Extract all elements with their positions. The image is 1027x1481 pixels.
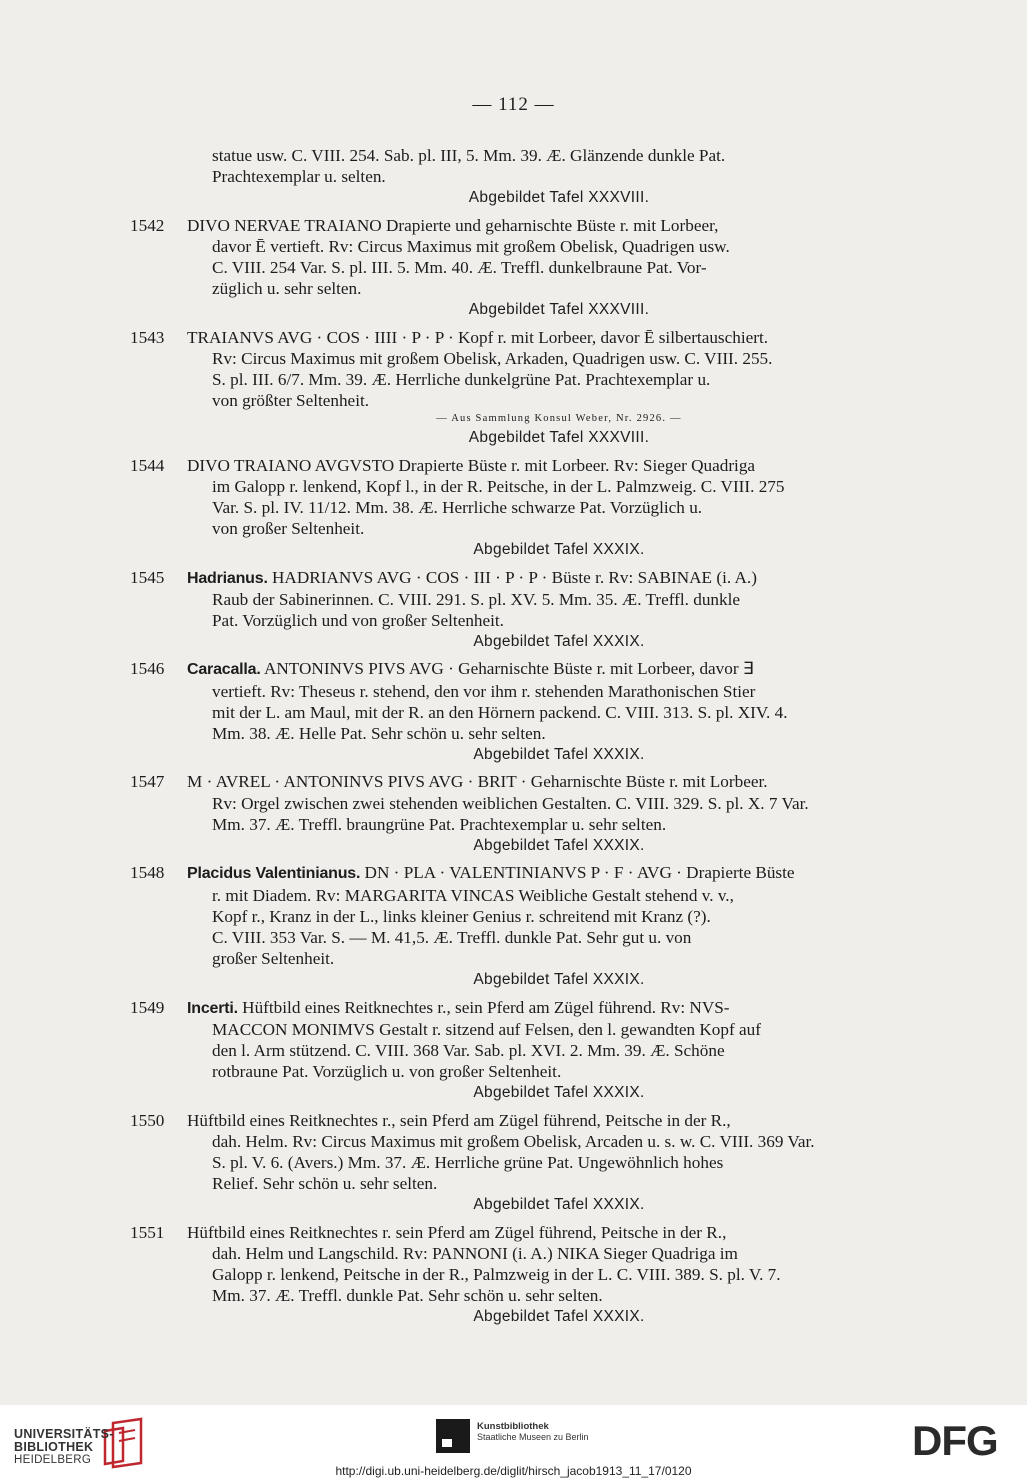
entry-number: 1549 [130, 997, 165, 1017]
entry-line [130, 793, 988, 814]
ub-line-2: BIBLIOTHEK [14, 1440, 94, 1454]
entry-line [130, 348, 988, 369]
entry-line [130, 1173, 988, 1194]
line-text: Galopp r. lenkend, Peitsche in der R., Palmzweig in der L. C. VIII. 389. S. pl. V. 7. [212, 1264, 781, 1284]
line-text: im Galopp r. lenkend, Kopf l., in der R. Peitsche, in der L. Palmzweig. C. VIII. 275 [212, 476, 785, 496]
line-text: HADRIANVS AVG · COS · III · P · P · Büste r. Rv: SABINAE (i. A.) [272, 567, 757, 587]
catalog-entry [130, 1110, 988, 1216]
entry-line [130, 166, 988, 187]
line-text: Rv: Circus Maximus mit großem Obelisk, Arkaden, Quadrigen usw. C. VIII. 255. [212, 348, 773, 368]
provenance-note: — Aus Sammlung Konsul Weber, Nr. 2926. — [436, 413, 682, 425]
entry-number: 1542 [130, 215, 165, 235]
entry-line [130, 723, 988, 744]
line-text: mit der L. am Maul, mit der R. an den Hörnern packend. C. VIII. 313. S. pl. XIV. 4. [212, 702, 788, 722]
entry-number: 1550 [130, 1110, 165, 1130]
plate-reference: Abgebildet Tafel XXXIX. [473, 746, 645, 764]
catalog-entry [130, 215, 988, 321]
catalog-entry [130, 997, 988, 1104]
line-text: Prachtexemplar u. selten. [212, 167, 386, 187]
entry-line [130, 476, 988, 497]
line-text: großer Seltenheit. [212, 949, 335, 969]
line-text: MACCON MONIMVS Gestalt r. sitzend auf Felsen, den l. gewandten Kopf auf [212, 1019, 761, 1039]
ruler-name: Hadrianus. [187, 569, 268, 587]
plate-reference: Abgebildet Tafel XXXIX. [473, 1084, 645, 1102]
plate-reference: Abgebildet Tafel XXXIX. [473, 1308, 645, 1326]
ruler-name: Incerti. [187, 999, 238, 1017]
entry-line [130, 1110, 988, 1131]
entry-line [130, 681, 988, 702]
entry-line [130, 236, 988, 257]
catalog-entry [130, 771, 988, 856]
entry-line [130, 862, 988, 884]
entry-line [130, 497, 988, 518]
entry-number: 1545 [130, 567, 165, 587]
line-text: rotbraune Pat. Vorzüglich u. von großer Seltenheit. [212, 1062, 562, 1082]
kb-title: Kunstbibliothek [477, 1421, 549, 1432]
university-library-name[interactable] [14, 1428, 114, 1467]
entry-line [130, 1222, 988, 1243]
line-text: dah. Helm. Rv: Circus Maximus mit großem Obelisk, Arcaden u. s. w. C. VIII. 369 Var. [212, 1131, 815, 1151]
line-text: S. pl. V. 6. (Avers.) Mm. 37. Æ. Herrliche grüne Pat. Ungewöhnlich hohes [212, 1152, 724, 1172]
entry-line [130, 257, 988, 278]
catalog-entry [130, 327, 988, 449]
line-text: Hüftbild eines Reitknechtes r. sein Pferd am Zügel führend, Peitsche in der R., [187, 1222, 727, 1242]
entry-line [130, 997, 988, 1019]
line-text: Mm. 37. Æ. Treffl. braungrüne Pat. Prachtexemplar u. sehr selten. [212, 814, 667, 834]
dfg-logo[interactable]: DFG [912, 1417, 998, 1464]
entry-line [130, 1131, 988, 1152]
line-text: M · AVREL · ANTONINVS PIVS AVG · BRIT · Geharnischte Büste r. mit Lorbeer. [187, 772, 768, 792]
ub-line-1: UNIVERSITÄTS- [14, 1427, 114, 1441]
line-text: Pat. Vorzüglich und von großer Seltenheit. [212, 611, 504, 631]
entry-line [130, 1061, 988, 1082]
kb-subtitle: Staatliche Museen zu Berlin [477, 1432, 589, 1442]
line-text: DIVO NERVAE TRAIANO Drapierte und geharnischte Büste r. mit Lorbeer, [187, 215, 719, 235]
entry-line [130, 927, 988, 948]
entry-line [130, 1285, 988, 1306]
line-text: Mm. 38. Æ. Helle Pat. Sehr schön u. sehr selten. [212, 724, 546, 744]
catalog-entry [130, 567, 988, 653]
entry-number: 1547 [130, 772, 165, 792]
entry-line [130, 215, 988, 236]
entry-number: 1546 [130, 659, 165, 679]
line-text: Raub der Sabinerinnen. C. VIII. 291. S. pl. XV. 5. Mm. 35. Æ. Treffl. dunkle [212, 589, 741, 609]
ub-line-3: HEIDELBERG [14, 1454, 92, 1466]
line-text: Var. S. pl. IV. 11/12. Mm. 38. Æ. Herrliche schwarze Pat. Vorzüglich u. [212, 498, 703, 518]
plate-reference: Abgebildet Tafel XXXIX. [473, 633, 645, 651]
entry-number: 1543 [130, 327, 165, 347]
entry-line [130, 589, 988, 610]
entry-line [130, 658, 988, 680]
entry-line [130, 702, 988, 723]
entry-line [130, 906, 988, 927]
entry-line [130, 1264, 988, 1285]
line-text: züglich u. sehr selten. [212, 279, 362, 299]
entry-line [130, 948, 988, 969]
line-text: Hüftbild eines Reitknechtes r., sein Pferd am Zügel führend. Rv: NVS- [242, 997, 730, 1017]
line-text: Rv: Orgel zwischen zwei stehenden weiblichen Gestalten. C. VIII. 329. S. pl. X. 7 Var. [212, 793, 809, 813]
entry-line [130, 518, 988, 539]
entry-line [130, 814, 988, 835]
permalink-url[interactable]: http://digi.ub.uni-heidelberg.de/diglit/hirsch_jacob1913_11_17/0120 [335, 1464, 692, 1478]
line-text: von größter Seltenheit. [212, 391, 370, 411]
entry-line [130, 1243, 988, 1264]
plate-reference: Abgebildet Tafel XXXIX. [473, 837, 645, 855]
plate-reference: Abgebildet Tafel XXXIX. [473, 1196, 645, 1214]
line-text: TRAIANVS AVG · COS · IIII · P · P · Kopf r. mit Lorbeer, davor Ē silbertauschiert. [187, 327, 769, 347]
entry-number: 1548 [130, 863, 165, 883]
entry-line [130, 369, 988, 390]
plate-reference: Abgebildet Tafel XXXVIII. [468, 189, 650, 207]
catalog-entry [130, 862, 988, 990]
line-text: Mm. 37. Æ. Treffl. dunkle Pat. Sehr schön u. sehr selten. [212, 1286, 603, 1306]
plate-reference: Abgebildet Tafel XXXVIII. [468, 429, 650, 447]
line-text: den l. Arm stützend. C. VIII. 368 Var. Sab. pl. XVI. 2. Mm. 39. Æ. Schöne [212, 1040, 725, 1060]
line-text: C. VIII. 254 Var. S. pl. III. 5. Mm. 40. Æ. Treffl. dunkelbraune Pat. Vor- [212, 258, 707, 278]
line-text: ANTONINVS PIVS AVG · Geharnischte Büste r. mit Lorbeer, davor ∃ [263, 659, 754, 679]
line-text: von großer Seltenheit. [212, 519, 365, 539]
entry-line [130, 1152, 988, 1173]
page-number: — 112 — [472, 94, 555, 115]
catalog-entry [130, 658, 988, 765]
entry-line [130, 1040, 988, 1061]
entry-line [130, 278, 988, 299]
line-text: davor Ē vertieft. Rv: Circus Maximus mit großem Obelisk, Quadrigen usw. [212, 236, 730, 256]
line-text: DN · PLA · VALENTINIANVS P · F · AVG · Drapierte Büste [364, 863, 795, 883]
catalog-entry [130, 145, 988, 209]
line-text: dah. Helm und Langschild. Rv: PANNONI (i. A.) NIKA Sieger Quadriga im [212, 1243, 738, 1263]
catalog-text [130, 145, 988, 1334]
line-text: S. pl. III. 6/7. Mm. 39. Æ. Herrliche dunkelgrüne Pat. Prachtexemplar u. [212, 370, 711, 390]
footer-bar [0, 1405, 1027, 1481]
ruler-name: Placidus Valentinianus. [187, 865, 361, 883]
ruler-name: Caracalla. [187, 661, 261, 679]
entry-line [130, 390, 988, 411]
line-text: DIVO TRAIANO AVGVSTO Drapierte Büste r. mit Lorbeer. Rv: Sieger Quadriga [187, 455, 756, 475]
entry-line [130, 1019, 988, 1040]
line-text: Hüftbild eines Reitknechtes r., sein Pferd am Zügel führend, Peitsche in der R., [187, 1110, 731, 1130]
line-text: statue usw. C. VIII. 254. Sab. pl. III, 5. Mm. 39. Æ. Glänzende dunkle Pat. [212, 146, 726, 165]
entry-line [130, 885, 988, 906]
line-text: C. VIII. 353 Var. S. — M. 41,5. Æ. Treffl. dunkle Pat. Sehr gut u. von [212, 927, 692, 947]
kunstbibliothek-logo-icon[interactable] [436, 1419, 470, 1453]
entry-number: 1544 [130, 455, 165, 475]
line-text: Kopf r., Kranz in der L., links kleiner Genius r. schreitend mit Kranz (?). [212, 906, 711, 926]
line-text: r. mit Diadem. Rv: MARGARITA VINCAS Weibliche Gestalt stehend v. v., [212, 885, 734, 905]
line-text: Relief. Sehr schön u. sehr selten. [212, 1174, 438, 1194]
kunstbibliothek-name[interactable] [477, 1421, 589, 1443]
entry-line [130, 567, 988, 589]
entry-line [130, 455, 988, 476]
catalog-entry [130, 1222, 988, 1328]
plate-reference: Abgebildet Tafel XXXIX. [473, 541, 645, 559]
entry-line [130, 771, 988, 792]
entry-number: 1551 [130, 1222, 165, 1242]
plate-reference: Abgebildet Tafel XXXVIII. [468, 301, 650, 319]
catalog-entry [130, 455, 988, 561]
line-text: vertieft. Rv: Theseus r. stehend, den vor ihm r. stehenden Marathonischen Stier [212, 681, 756, 701]
entry-line [130, 327, 988, 348]
entry-line [130, 610, 988, 631]
plate-reference: Abgebildet Tafel XXXIX. [473, 971, 645, 989]
entry-line [130, 145, 988, 166]
